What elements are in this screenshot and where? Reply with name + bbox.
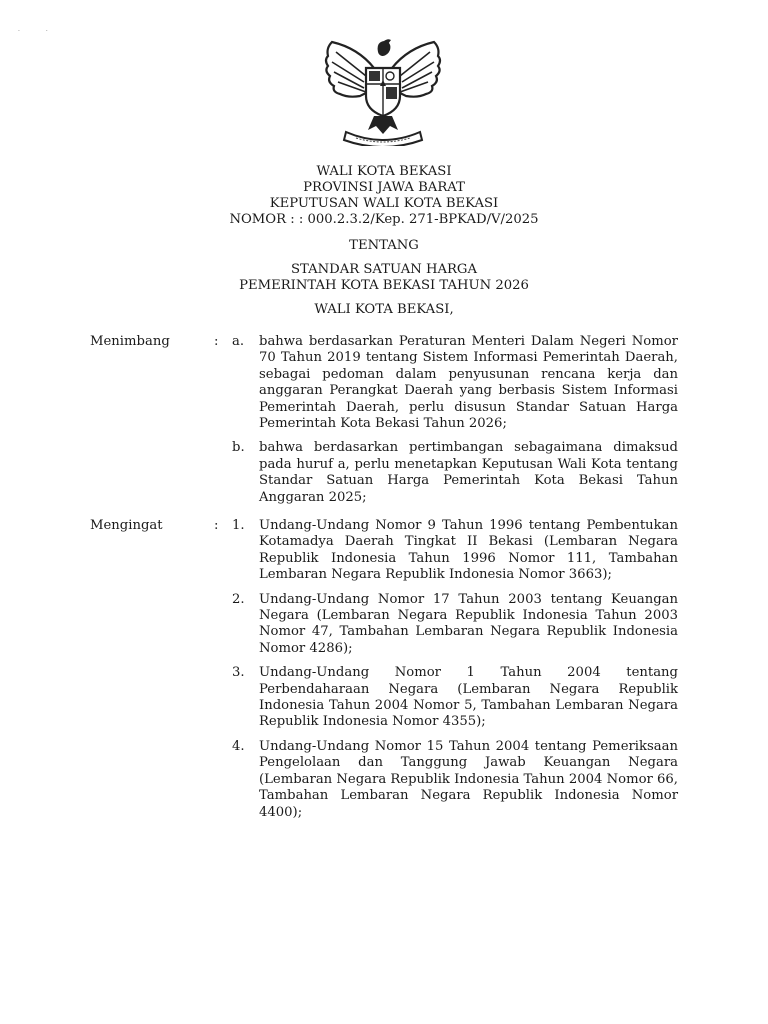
header-block-3 — [0, 238, 768, 254]
decree-title: KEPUTUSAN WALI KOTA BEKASI — [269, 196, 499, 211]
section-label: Mengingat — [90, 518, 163, 533]
list-item — [232, 518, 678, 584]
item-marker: 1. — [232, 518, 245, 533]
item-text: Undang-Undang Nomor 17 Tahun 2003 tentang Keuangan Negara (Lembaran Negara Republik Indonesia Tahun 2003 Nomor 47, Tambahan Lembaran Negara Republik Indonesia Nomor 4286); — [259, 591, 678, 656]
mengingat-section — [90, 518, 678, 829]
header-block-1 — [0, 164, 768, 196]
section-colon: : — [214, 334, 219, 349]
scan-specks: · · — [18, 28, 60, 35]
list-item — [232, 334, 678, 432]
list-item — [232, 592, 678, 658]
list-item — [232, 739, 678, 821]
item-marker: b. — [232, 440, 245, 456]
item-text: bahwa berdasarkan pertimbangan sebagaimana dimaksud pada huruf a, perlu menetapkan Keputusan Wali Kota tentang Standar Satuan Harga Pemerintah Kota Bekasi Tahun Anggaran 2025; — [259, 440, 678, 505]
item-text: Undang-Undang Nomor 9 Tahun 1996 tentang Pembentukan Kotamadya Daerah Tingkat II Bekasi (Lembaran Negara Republik Indonesia Tahun 1996 Nomor 111, Tambahan Lembaran Negara Republik Indonesia Nomor 3663); — [259, 518, 678, 583]
signatory-title: WALI KOTA BEKASI, — [314, 302, 454, 317]
tentang-label: TENTANG — [349, 238, 419, 253]
decree-number: NOMOR : : 000.2.3.2/Kep. 271-BPKAD/V/2025 — [229, 212, 539, 227]
section-colon: : — [214, 518, 219, 533]
item-marker: 3. — [232, 665, 245, 681]
garuda-emblem-icon — [318, 38, 448, 146]
menimbang-section — [90, 334, 678, 514]
header-block-4 — [0, 262, 768, 294]
header-block-5 — [0, 302, 768, 318]
header-province: PROVINSI JAWA BARAT — [303, 180, 465, 195]
section-label: Menimbang — [90, 334, 170, 349]
header-title: WALI KOTA BEKASI — [316, 164, 452, 179]
subject-line-1: STANDAR SATUAN HARGA — [291, 262, 477, 277]
list-item — [232, 665, 678, 731]
item-marker: a. — [232, 334, 245, 349]
item-text: Undang-Undang Nomor 1 Tahun 2004 tentang Perbendaharaan Negara (Lembaran Negara Republik Indonesia Tahun 2004 Nomor 5, Tambahan Lembaran Negara Republik Indonesia Nomor 4355); — [259, 665, 678, 730]
header-block-2 — [0, 196, 768, 228]
subject-line-2: PEMERINTAH KOTA BEKASI TAHUN 2026 — [239, 278, 529, 293]
item-marker: 2. — [232, 591, 245, 607]
item-text: bahwa berdasarkan Peraturan Menteri Dalam Negeri Nomor 70 Tahun 2019 tentang Sistem Informasi Pemerintah Daerah, sebagai pedoman dalam penyusunan rencana kerja dan anggaran Perangkat Daerah yang berbasis Sistem Informasi Pemerintah Daerah, perlu disusun Standar Satuan Harga Pemerintah Kota Bekasi Tahun 2026; — [259, 334, 678, 432]
item-text: Undang-Undang Nomor 15 Tahun 2004 tentang Pemeriksaan Pengelolaan dan Tanggung Jawab Keuangan Negara (Lembaran Negara Republik Indonesia Tahun 2004 Nomor 66, Tambahan Lembaran Negara Republik Indonesia Nomor 4400); — [259, 738, 678, 820]
item-marker: 4. — [232, 738, 245, 754]
list-item — [232, 440, 678, 506]
